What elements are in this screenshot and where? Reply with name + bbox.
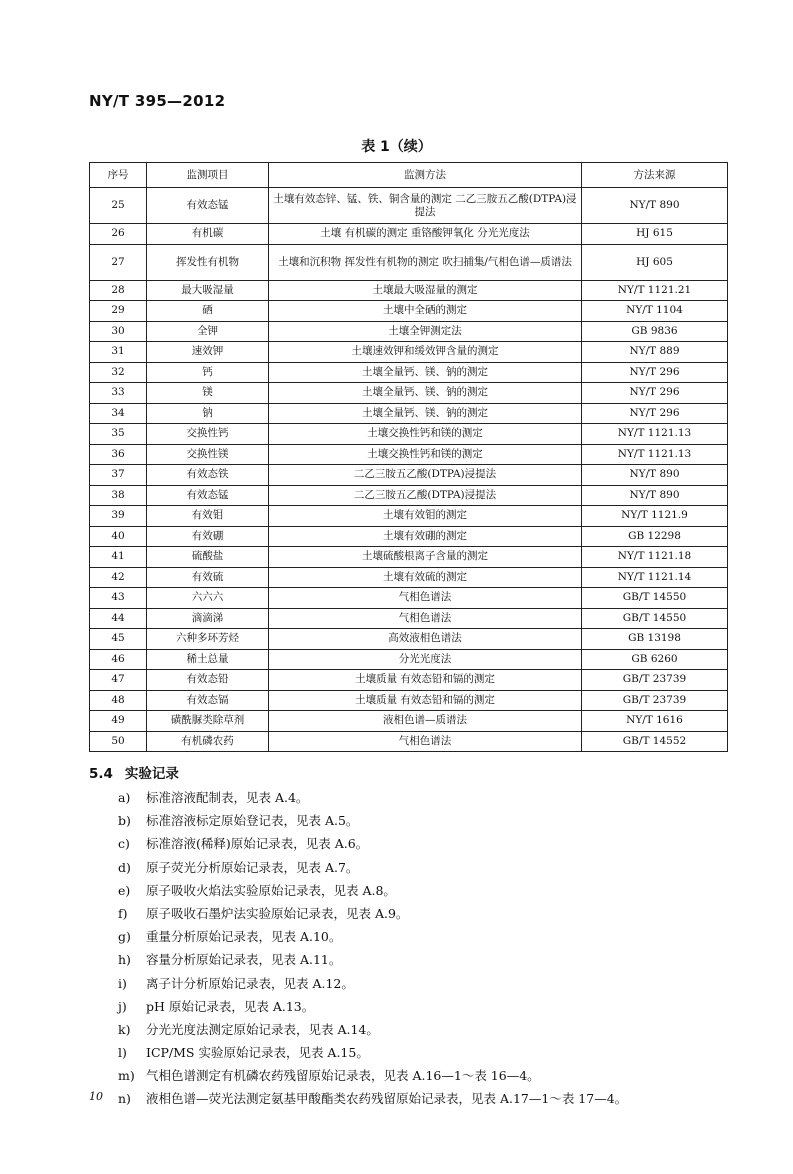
table-row bbox=[90, 280, 728, 301]
list-item bbox=[118, 925, 758, 948]
cell-method: 二乙三胺五乙酸(DTPA)浸提法 bbox=[269, 485, 582, 506]
cell-method: 土壤中全硒的测定 bbox=[269, 301, 582, 322]
cell-item: 有效硼 bbox=[147, 526, 269, 547]
table-row bbox=[90, 526, 728, 547]
cell-no: 31 bbox=[90, 342, 147, 363]
cell-item: 钠 bbox=[147, 403, 269, 424]
cell-no: 26 bbox=[90, 224, 147, 245]
cell-method: 土壤交换性钙和镁的测定 bbox=[269, 444, 582, 465]
list-marker: n) bbox=[118, 1091, 131, 1107]
cell-no: 44 bbox=[90, 608, 147, 629]
cell-no: 43 bbox=[90, 588, 147, 609]
list-item bbox=[118, 879, 758, 902]
cell-no: 48 bbox=[90, 690, 147, 711]
list-item bbox=[118, 1087, 758, 1110]
list-marker: f) bbox=[118, 905, 128, 921]
cell-no: 34 bbox=[90, 403, 147, 424]
cell-source: GB/T 23739 bbox=[582, 670, 728, 691]
list-marker: l) bbox=[118, 1045, 127, 1061]
table-row bbox=[90, 588, 728, 609]
list-item bbox=[118, 832, 758, 855]
cell-method: 气相色谱法 bbox=[269, 588, 582, 609]
cell-source: NY/T 890 bbox=[582, 465, 728, 486]
cell-method: 土壤质量 有效态铅和镉的测定 bbox=[269, 690, 582, 711]
cell-source: NY/T 296 bbox=[582, 383, 728, 404]
cell-item: 有机碳 bbox=[147, 224, 269, 245]
cell-no: 28 bbox=[90, 280, 147, 301]
list-marker: g) bbox=[118, 929, 131, 945]
cell-no: 40 bbox=[90, 526, 147, 547]
header-no: 序号 bbox=[90, 163, 147, 188]
cell-no: 47 bbox=[90, 670, 147, 691]
cell-method: 土壤 有机碳的测定 重铬酸钾氧化 分光光度法 bbox=[269, 224, 582, 245]
table-row bbox=[90, 362, 728, 383]
table-row bbox=[90, 649, 728, 670]
record-list bbox=[118, 786, 758, 1111]
list-item bbox=[118, 786, 758, 809]
list-text: 原子荧光分析原始记录表，见表 A.7。 bbox=[146, 859, 359, 875]
cell-method: 土壤速效钾和缓效钾含量的测定 bbox=[269, 342, 582, 363]
cell-item: 硫酸盐 bbox=[147, 547, 269, 568]
cell-method: 液相色谱—质谱法 bbox=[269, 711, 582, 732]
cell-source: GB/T 14552 bbox=[582, 731, 728, 752]
cell-source: NY/T 1616 bbox=[582, 711, 728, 732]
list-item bbox=[118, 972, 758, 995]
table-row bbox=[90, 485, 728, 506]
cell-source: GB/T 23739 bbox=[582, 690, 728, 711]
table-row bbox=[90, 424, 728, 445]
table-row bbox=[90, 244, 728, 280]
cell-item: 有效态铅 bbox=[147, 670, 269, 691]
cell-item: 有效态铁 bbox=[147, 465, 269, 486]
list-text: 标准溶液配制表，见表 A.4。 bbox=[146, 790, 309, 805]
cell-no: 45 bbox=[90, 629, 147, 650]
list-marker: j) bbox=[118, 998, 127, 1014]
list-marker: i) bbox=[118, 975, 127, 991]
cell-item: 交换性镁 bbox=[147, 444, 269, 465]
cell-no: 30 bbox=[90, 321, 147, 342]
list-text: 原子吸收石墨炉法实验原始记录表，见表 A.9。 bbox=[146, 905, 409, 921]
table-row bbox=[90, 608, 728, 629]
cell-method: 土壤交换性钙和镁的测定 bbox=[269, 424, 582, 445]
list-text: 标准溶液标定原始登记表，见表 A.5。 bbox=[146, 813, 359, 829]
table-row bbox=[90, 301, 728, 322]
table-row bbox=[90, 224, 728, 245]
cell-no: 37 bbox=[90, 465, 147, 486]
cell-no: 36 bbox=[90, 444, 147, 465]
cell-item: 有效态锰 bbox=[147, 188, 269, 224]
section-title: 实验记录 bbox=[124, 766, 179, 782]
cell-method: 土壤最大吸湿量的测定 bbox=[269, 280, 582, 301]
cell-source: NY/T 889 bbox=[582, 342, 728, 363]
list-item bbox=[118, 902, 758, 925]
table-body bbox=[90, 188, 728, 752]
table-caption: 表 1（续） bbox=[361, 139, 432, 155]
cell-method: 气相色谱法 bbox=[269, 608, 582, 629]
list-text: 容量分析原始记录表，见表 A.11。 bbox=[146, 952, 342, 968]
monitoring-methods-table bbox=[89, 162, 728, 752]
table-row bbox=[90, 188, 728, 224]
cell-source: GB 9836 bbox=[582, 321, 728, 342]
cell-source: NY/T 1104 bbox=[582, 301, 728, 322]
cell-source: NY/T 890 bbox=[582, 485, 728, 506]
cell-method: 分光光度法 bbox=[269, 649, 582, 670]
cell-source: NY/T 1121.9 bbox=[582, 506, 728, 527]
cell-item: 挥发性有机物 bbox=[147, 244, 269, 280]
list-text: 原子吸收火焰法实验原始记录表，见表 A.8。 bbox=[146, 882, 396, 898]
cell-source: GB/T 14550 bbox=[582, 588, 728, 609]
cell-method: 高效液相色谱法 bbox=[269, 629, 582, 650]
header-source: 方法来源 bbox=[582, 163, 728, 188]
table-row bbox=[90, 465, 728, 486]
cell-item: 速效钾 bbox=[147, 342, 269, 363]
section-heading bbox=[89, 762, 179, 782]
cell-method: 土壤硫酸根离子含量的测定 bbox=[269, 547, 582, 568]
cell-item: 六种多环芳烃 bbox=[147, 629, 269, 650]
list-marker: k) bbox=[118, 1021, 131, 1037]
cell-item: 滴滴涕 bbox=[147, 608, 269, 629]
cell-no: 39 bbox=[90, 506, 147, 527]
list-marker: e) bbox=[118, 882, 131, 898]
cell-method: 土壤全量钙、镁、钠的测定 bbox=[269, 403, 582, 424]
cell-source: NY/T 296 bbox=[582, 403, 728, 424]
list-marker: c) bbox=[118, 836, 130, 852]
cell-method: 土壤有效态锌、锰、铁、铜含量的测定 二乙三胺五乙酸(DTPA)浸提法 bbox=[269, 188, 582, 224]
cell-item: 有效态锰 bbox=[147, 485, 269, 506]
cell-item: 有效钼 bbox=[147, 506, 269, 527]
list-text: ICP/MS 实验原始记录表，见表 A.15。 bbox=[146, 1045, 369, 1061]
list-item bbox=[118, 809, 758, 832]
cell-source: NY/T 1121.13 bbox=[582, 444, 728, 465]
list-text: pH 原始记录表，见表 A.13。 bbox=[146, 998, 315, 1014]
table-row bbox=[90, 670, 728, 691]
cell-source: GB/T 14550 bbox=[582, 608, 728, 629]
list-item bbox=[118, 1041, 758, 1064]
cell-no: 27 bbox=[90, 244, 147, 280]
cell-source: HJ 605 bbox=[582, 244, 728, 280]
header-method: 监测方法 bbox=[269, 163, 582, 188]
cell-method: 土壤有效硼的测定 bbox=[269, 526, 582, 547]
cell-source: HJ 615 bbox=[582, 224, 728, 245]
cell-source: GB 13198 bbox=[582, 629, 728, 650]
table-row bbox=[90, 711, 728, 732]
cell-item: 钙 bbox=[147, 362, 269, 383]
cell-item: 全钾 bbox=[147, 321, 269, 342]
table-row bbox=[90, 567, 728, 588]
cell-no: 29 bbox=[90, 301, 147, 322]
cell-method: 土壤有效钼的测定 bbox=[269, 506, 582, 527]
cell-item: 硒 bbox=[147, 301, 269, 322]
table-row bbox=[90, 547, 728, 568]
standard-code: NY/T 395—2012 bbox=[89, 92, 226, 110]
cell-source: NY/T 1121.13 bbox=[582, 424, 728, 445]
list-marker: a) bbox=[118, 790, 131, 805]
cell-source: NY/T 890 bbox=[582, 188, 728, 224]
cell-item: 镁 bbox=[147, 383, 269, 404]
list-text: 重量分析原始记录表，见表 A.10。 bbox=[146, 929, 342, 945]
list-text: 液相色谱—荧光法测定氨基甲酸酯类农药残留原始记录表，见表 A.17—1～表 17—4。 bbox=[146, 1091, 628, 1107]
cell-no: 38 bbox=[90, 485, 147, 506]
cell-no: 41 bbox=[90, 547, 147, 568]
list-text: 气相色谱测定有机磷农药残留原始记录表，见表 A.16—1～表 16—4。 bbox=[146, 1068, 540, 1084]
cell-item: 有效态镉 bbox=[147, 690, 269, 711]
table-row bbox=[90, 342, 728, 363]
table-row bbox=[90, 731, 728, 752]
table-row bbox=[90, 444, 728, 465]
list-item bbox=[118, 995, 758, 1018]
cell-method: 气相色谱法 bbox=[269, 731, 582, 752]
cell-source: NY/T 1121.14 bbox=[582, 567, 728, 588]
list-item bbox=[118, 948, 758, 971]
cell-item: 最大吸湿量 bbox=[147, 280, 269, 301]
table-row bbox=[90, 403, 728, 424]
cell-method: 土壤有效硫的测定 bbox=[269, 567, 582, 588]
header-item: 监测项目 bbox=[147, 163, 269, 188]
cell-method: 土壤全钾测定法 bbox=[269, 321, 582, 342]
list-marker: b) bbox=[118, 813, 131, 829]
list-marker: d) bbox=[118, 859, 131, 875]
list-item bbox=[118, 1018, 758, 1041]
list-text: 标准溶液(稀释)原始记录表，见表 A.6。 bbox=[146, 836, 369, 852]
list-marker: m) bbox=[118, 1068, 135, 1084]
table-row bbox=[90, 506, 728, 527]
list-text: 离子计分析原始记录表，见表 A.12。 bbox=[146, 975, 354, 991]
cell-source: NY/T 296 bbox=[582, 362, 728, 383]
cell-no: 33 bbox=[90, 383, 147, 404]
cell-source: NY/T 1121.21 bbox=[582, 280, 728, 301]
table-row bbox=[90, 629, 728, 650]
cell-item: 稀土总量 bbox=[147, 649, 269, 670]
cell-method: 土壤全量钙、镁、钠的测定 bbox=[269, 362, 582, 383]
cell-item: 有机磷农药 bbox=[147, 731, 269, 752]
table-header-row bbox=[90, 163, 728, 188]
page-number: 10 bbox=[89, 1090, 103, 1103]
cell-item: 交换性钙 bbox=[147, 424, 269, 445]
cell-method: 二乙三胺五乙酸(DTPA)浸提法 bbox=[269, 465, 582, 486]
table-row bbox=[90, 690, 728, 711]
list-text: 分光光度法测定原始记录表，见表 A.14。 bbox=[146, 1021, 379, 1037]
cell-source: GB 12298 bbox=[582, 526, 728, 547]
list-marker: h) bbox=[118, 952, 131, 968]
cell-source: GB 6260 bbox=[582, 649, 728, 670]
cell-no: 32 bbox=[90, 362, 147, 383]
list-item bbox=[118, 1064, 758, 1087]
cell-method: 土壤全量钙、镁、钠的测定 bbox=[269, 383, 582, 404]
cell-no: 50 bbox=[90, 731, 147, 752]
cell-item: 磺酰脲类除草剂 bbox=[147, 711, 269, 732]
cell-no: 25 bbox=[90, 188, 147, 224]
cell-method: 土壤和沉积物 挥发性有机物的测定 吹扫捕集/气相色谱—质谱法 bbox=[269, 244, 582, 280]
cell-method: 土壤质量 有效态铅和镉的测定 bbox=[269, 670, 582, 691]
cell-no: 35 bbox=[90, 424, 147, 445]
cell-no: 42 bbox=[90, 567, 147, 588]
cell-no: 49 bbox=[90, 711, 147, 732]
section-number: 5.4 bbox=[89, 766, 113, 782]
cell-source: NY/T 1121.18 bbox=[582, 547, 728, 568]
cell-item: 六六六 bbox=[147, 588, 269, 609]
list-item bbox=[118, 856, 758, 879]
cell-item: 有效硫 bbox=[147, 567, 269, 588]
cell-no: 46 bbox=[90, 649, 147, 670]
table-row bbox=[90, 383, 728, 404]
table-row bbox=[90, 321, 728, 342]
